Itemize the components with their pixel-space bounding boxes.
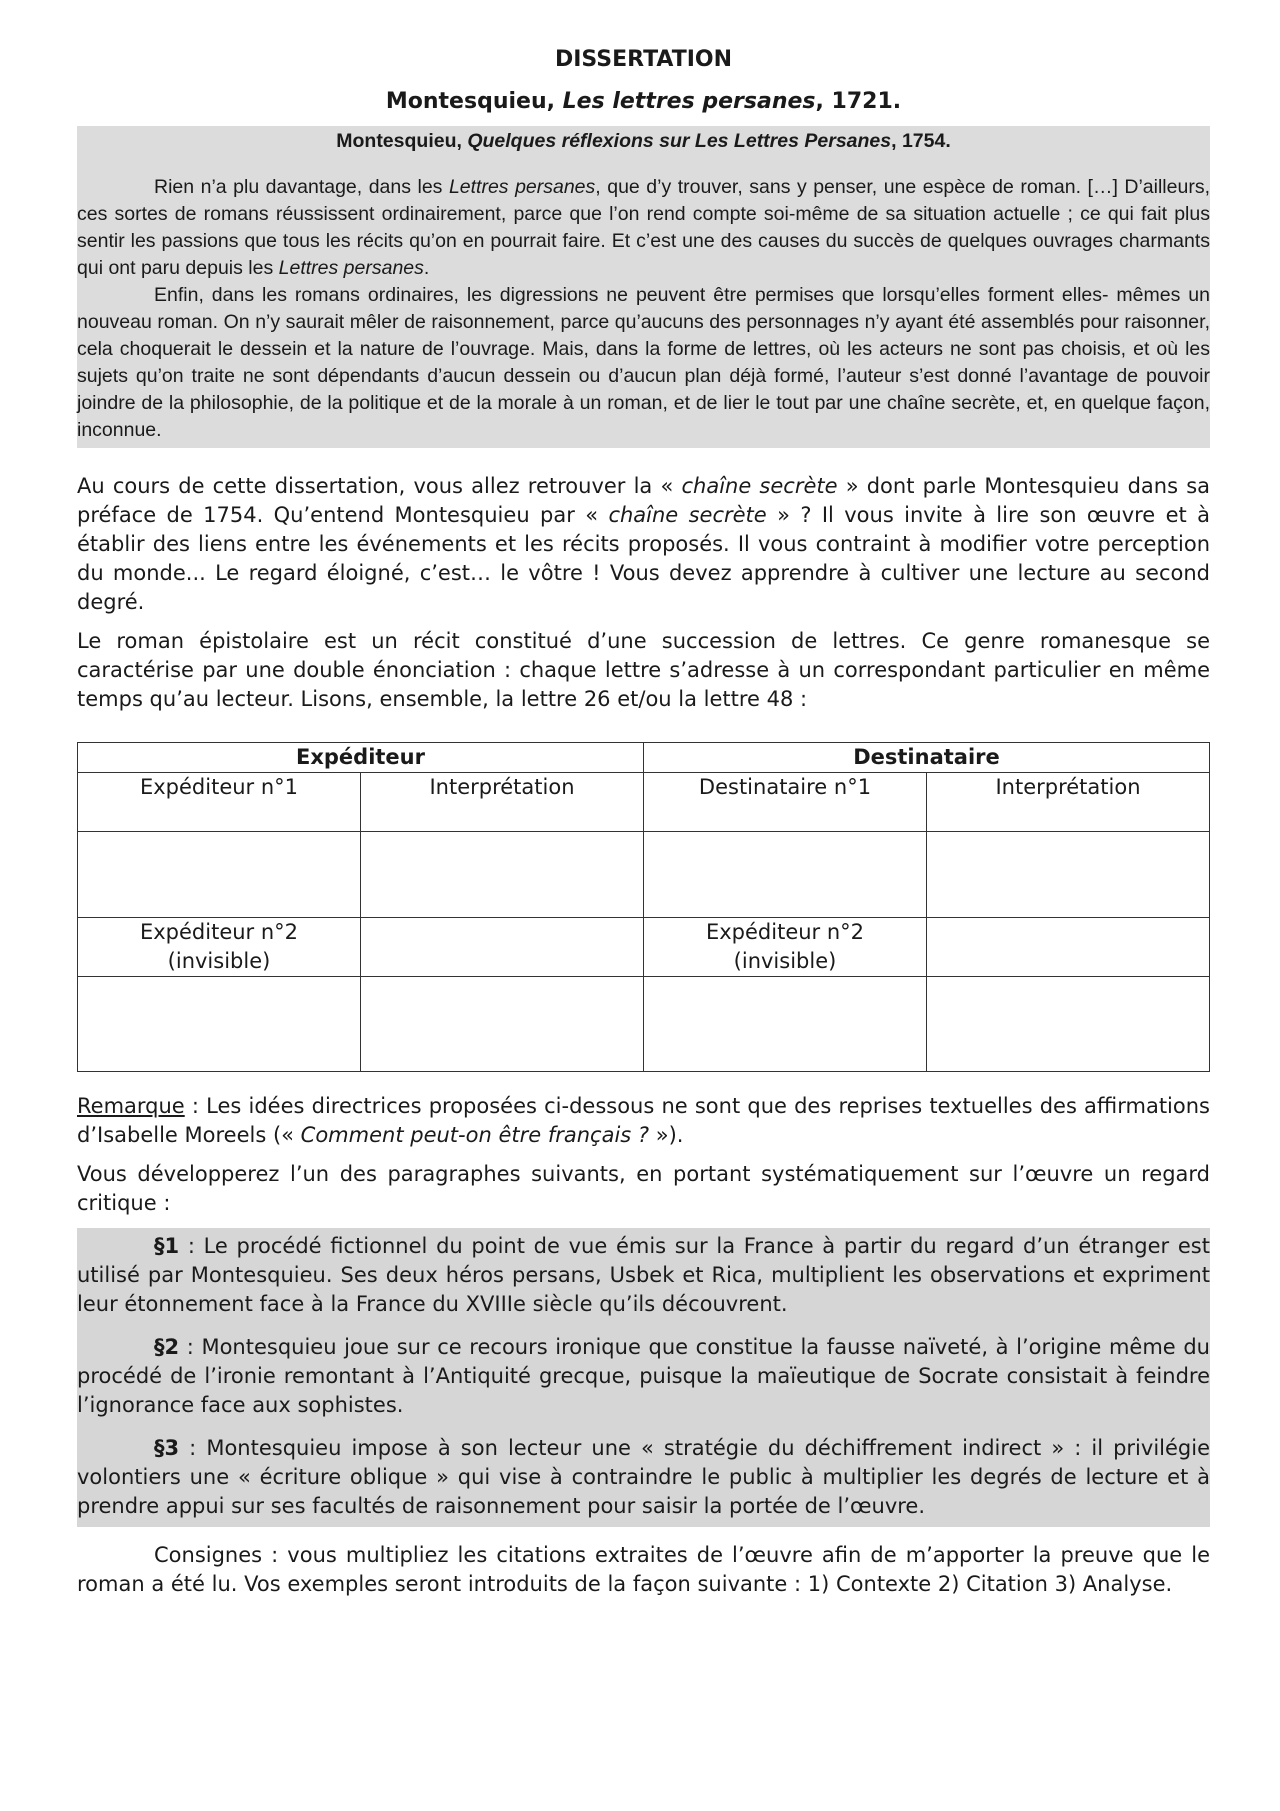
quote-heading-author: Montesquieu, — [336, 130, 462, 152]
table-cell-empty[interactable] — [78, 832, 361, 918]
topic-number: §3 — [154, 1436, 180, 1460]
intro-text: » ? Il vous invite à lire son œuvre et à établir des liens entre les événements et les récits proposés. Il vous contraint à modifier votre perception du monde... Le regard éloigné, c’est… le vôtre ! Vous devez apprendre à cultiver une lecture au second degré. — [77, 503, 1210, 614]
table-cell-sender-2 — [78, 918, 361, 977]
consignes-paragraph: Consignes : vous multipliez les citations extraites de l’œuvre afin de m’apporter la preuve que le roman a été lu. Vos exemples seront introduits de la façon suivante : 1) Contexte 2) Citation 3) Analyse. — [77, 1543, 1210, 1596]
quote-italic: Lettres persanes — [448, 176, 596, 198]
table-row — [78, 918, 1210, 977]
intro-text: Au cours de cette dissertation, vous allez retrouver la « — [77, 474, 682, 498]
subtitle-work: Les lettres persanes — [562, 89, 816, 114]
table-cell-interpretation: Interprétation — [927, 773, 1210, 832]
quote-heading-work: Quelques réflexions sur Les Lettres Persanes — [467, 130, 892, 152]
topics-box — [77, 1228, 1210, 1527]
quote-paragraph-1 — [77, 174, 1210, 282]
table-cell-empty[interactable] — [78, 977, 361, 1072]
quote-heading — [77, 128, 1210, 154]
table-cell-empty[interactable] — [644, 977, 927, 1072]
table-cell-sender-2-right — [644, 918, 927, 977]
intro-italic: chaîne secrète — [681, 474, 838, 498]
cell-line: Expéditeur n°2 — [705, 920, 865, 944]
table-header-row — [78, 743, 1210, 773]
document-page — [77, 44, 1210, 1599]
intro-text: » dont parle Montesquieu dans sa préface de 1754. Qu’entend Montesquieu par « — [77, 474, 1211, 527]
table-cell-empty[interactable] — [927, 918, 1210, 977]
document-title: DISSERTATION — [554, 47, 733, 72]
table-cell-empty[interactable] — [361, 832, 644, 918]
quote-paragraph-2: Enfin, dans les romans ordinaires, les digressions ne peuvent être permises que lorsqu’elles forment elles- mêmes un nouveau roman. On n’y saurait mêler de raisonnement, parce qu’aucuns des personnages n’y ayant été assemblés pour raisonner, cela choquerait le dessein et la nature de l’ouvrage. Mais, dans la forme de lettres, où les acteurs ne sont pas choisis, et où les sujets qu’on traite ne sont dépendants d’aucun dessein ou d’aucun plan déjà formé, l’auteur s’est donné l’avantage de pouvoir joindre de la philosophie, de la politique et de la morale à un roman, et de lier le tout par une chaîne secrète, et, en quelque façon, inconnue. — [77, 284, 1210, 441]
subtitle-year: , 1721. — [815, 89, 902, 114]
table-row — [78, 977, 1210, 1072]
subtitle-author: Montesquieu, — [385, 89, 555, 114]
topic-text: : Le procédé fictionnel du point de vue émis sur la France à partir du regard d’un étranger est utilisé par Montesquieu. Ses deux héros persans, Usbek et Rica, multiplient les observations et expriment leur étonnement face à la France du XVIIIe siècle qu’ils découvrent. — [77, 1234, 1210, 1316]
quote-box — [77, 126, 1210, 448]
table-header-sender: Expéditeur — [78, 743, 644, 773]
intro-paragraph-2: Le roman épistolaire est un récit constitué d’une succession de lettres. Ce genre romanesque se caractérise par une double énonciation : chaque lettre s’adresse à un correspondant particulier en même temps qu’au lecteur. Lisons, ensemble, la lettre 26 et/ou la lettre 48 : — [77, 629, 1210, 711]
cell-line: (invisible) — [733, 949, 837, 973]
table-row — [78, 773, 1210, 832]
intro-italic: chaîne secrète — [608, 503, 767, 527]
topic-number: §1 — [154, 1234, 180, 1258]
cell-line: Expéditeur n°2 — [139, 920, 299, 944]
remark-italic: Comment peut-on être français ? — [300, 1123, 650, 1147]
table-cell-empty[interactable] — [927, 977, 1210, 1072]
intro-paragraph-1 — [77, 472, 1210, 617]
quote-heading-year: , 1754. — [891, 130, 951, 152]
remark-label: Remarque — [77, 1094, 185, 1118]
remark-paragraph — [77, 1092, 1210, 1150]
table-cell-interpretation: Interprétation — [361, 773, 644, 832]
remark-text: »). — [649, 1123, 684, 1147]
topic-paragraph-3 — [77, 1434, 1210, 1521]
table-cell-empty[interactable] — [361, 977, 644, 1072]
cell-line: (invisible) — [167, 949, 271, 973]
table-cell-empty[interactable] — [927, 832, 1210, 918]
table-cell-recipient-1: Destinataire n°1 — [644, 773, 927, 832]
table-cell-empty[interactable] — [644, 832, 927, 918]
topic-number: §2 — [154, 1335, 180, 1359]
topic-paragraph-2 — [77, 1333, 1210, 1420]
topic-text: : Montesquieu joue sur ce recours ironique que constitue la fausse naïveté, à l’origine même du procédé de l’ironie remontant à l’Antiquité grecque, puisque la maïeutique de Socrate consistait à feindre l’ignorance face aux sophistes. — [77, 1335, 1210, 1417]
topic-paragraph-1 — [77, 1232, 1210, 1319]
instruction-paragraph: Vous développerez l’un des paragraphes suivants, en portant systématiquement sur l’œuvre un regard critique : — [77, 1162, 1210, 1215]
table-row — [78, 832, 1210, 918]
quote-text: . — [423, 257, 430, 279]
remark-text: : Les idées directrices proposées ci-dessous ne sont que des reprises textuelles des affirmations d’Isabelle Moreels (« — [77, 1094, 1210, 1147]
table-cell-empty[interactable] — [361, 918, 644, 977]
table-header-recipient: Destinataire — [644, 743, 1210, 773]
quote-text: , que d’y trouver, sans y penser, une espèce de roman. […] D’ailleurs, ces sortes de romans réussissent ordinairement, parce que l’on rend compte soi-même de sa situation actuelle ; ce qui fait plus sentir les passions que tous les récits qu’on en pourrait faire. Et c’est une des causes du succès de quelques ouvrages charmants qui ont paru depuis les — [77, 176, 1210, 279]
table-cell-sender-1: Expéditeur n°1 — [78, 773, 361, 832]
letters-table — [77, 742, 1210, 1072]
quote-text: Rien n’a plu davantage, dans les — [154, 176, 449, 198]
topic-text: : Montesquieu impose à son lecteur une « stratégie du déchiffrement indirect » : il privilégie volontiers une « écriture oblique » qui vise à contraindre le public à multiplier les degrés de lecture et à prendre appui sur ses facultés de raisonnement pour saisir la portée de l’œuvre. — [77, 1436, 1210, 1518]
document-subtitle — [77, 86, 1210, 118]
quote-italic: Lettres persanes — [278, 257, 424, 279]
